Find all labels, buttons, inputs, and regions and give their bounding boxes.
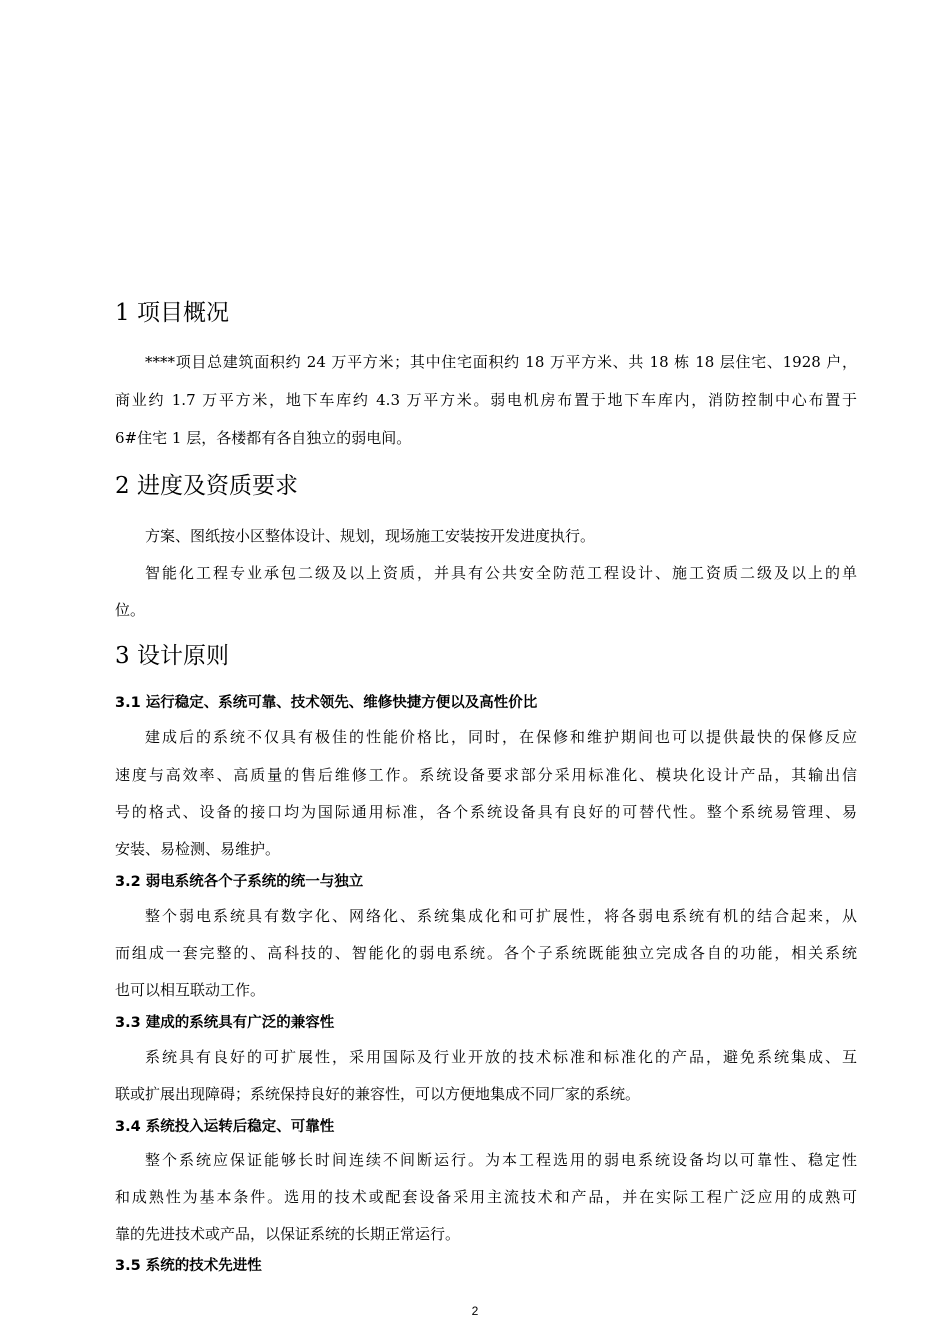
section-3-heading: 3 设计原则: [115, 643, 229, 669]
subsection-3-5-heading: 3.5 系统的技术先进性: [115, 1258, 262, 1274]
subsection-3-2-line-1: 整个弱电系统具有数字化、网络化、系统集成化和可扩展性，将各弱电系统有机的结合起来，从: [145, 907, 857, 925]
subsection-3-2-heading: 3.2 弱电系统各个子系统的统一与独立: [115, 874, 364, 890]
section-1-heading: 1 项目概况: [115, 300, 229, 326]
subsection-3-4-line-2: 和成熟性为基本条件。选用的技术或配套设备采用主流技术和产品，并在实际工程广泛应用的成熟可: [115, 1188, 857, 1206]
subsection-3-2-line-2: 而组成一套完整的、高科技的、智能化的弱电系统。各个子系统既能独立完成各自的功能，相关系统: [115, 944, 857, 962]
subsection-3-1-heading: 3.1 运行稳定、系统可靠、技术领先、维修快捷方便以及高性价比: [115, 695, 538, 711]
subsection-3-4-heading: 3.4 系统投入运转后稳定、可靠性: [115, 1119, 335, 1135]
subsection-3-3-line-1: 系统具有良好的可扩展性，采用国际及行业开放的技术标准和标准化的产品，避免系统集成、互: [145, 1048, 857, 1066]
subsection-3-2-line-3: 也可以相互联动工作。: [115, 981, 266, 999]
section-2-line-3: 位。: [115, 601, 146, 619]
section-1-line-2: 商业约 1.7 万平方米，地下车库约 4.3 万平方米。弱电机房布置于地下车库内，消防控制中心布置于: [115, 391, 857, 409]
subsection-3-3-heading: 3.3 建成的系统具有广泛的兼容性: [115, 1015, 335, 1031]
section-1-line-3: 6#住宅 1 层，各楼都有各自独立的弱电间。: [115, 429, 412, 447]
section-1-line-1: ****项目总建筑面积约 24 万平方米；其中住宅面积约 18 万平方米、共 18 栋 18 层住宅、1928 户，: [145, 353, 857, 371]
subsection-3-4-line-1: 整个系统应保证能够长时间连续不间断运行。为本工程选用的弱电系统设备均以可靠性、稳定性: [145, 1151, 857, 1169]
subsection-3-3-line-2: 联或扩展出现障碍；系统保持良好的兼容性，可以方便地集成不同厂家的系统。: [115, 1085, 641, 1103]
subsection-3-1-line-4: 安装、易检测、易维护。: [115, 840, 281, 858]
page-number: 2: [471, 1304, 479, 1318]
section-2-line-1: 方案、图纸按小区整体设计、规划，现场施工安装按开发进度执行。: [145, 527, 596, 545]
subsection-3-1-line-3: 号的格式、设备的接口均为国际通用标准，各个系统设备具有良好的可替代性。整个系统易管理、易: [115, 803, 857, 821]
subsection-3-1-line-2: 速度与高效率、高质量的售后维修工作。系统设备要求部分采用标准化、模块化设计产品，其输出信: [115, 766, 857, 784]
section-2-line-2: 智能化工程专业承包二级及以上资质，并具有公共安全防范工程设计、施工资质二级及以上的单: [145, 564, 857, 582]
subsection-3-4-line-3: 靠的先进技术或产品，以保证系统的长期正常运行。: [115, 1225, 461, 1243]
subsection-3-1-line-1: 建成后的系统不仅具有极佳的性能价格比，同时，在保修和维护期间也可以提供最快的保修反应: [145, 728, 857, 746]
section-2-heading: 2 进度及资质要求: [115, 473, 298, 499]
